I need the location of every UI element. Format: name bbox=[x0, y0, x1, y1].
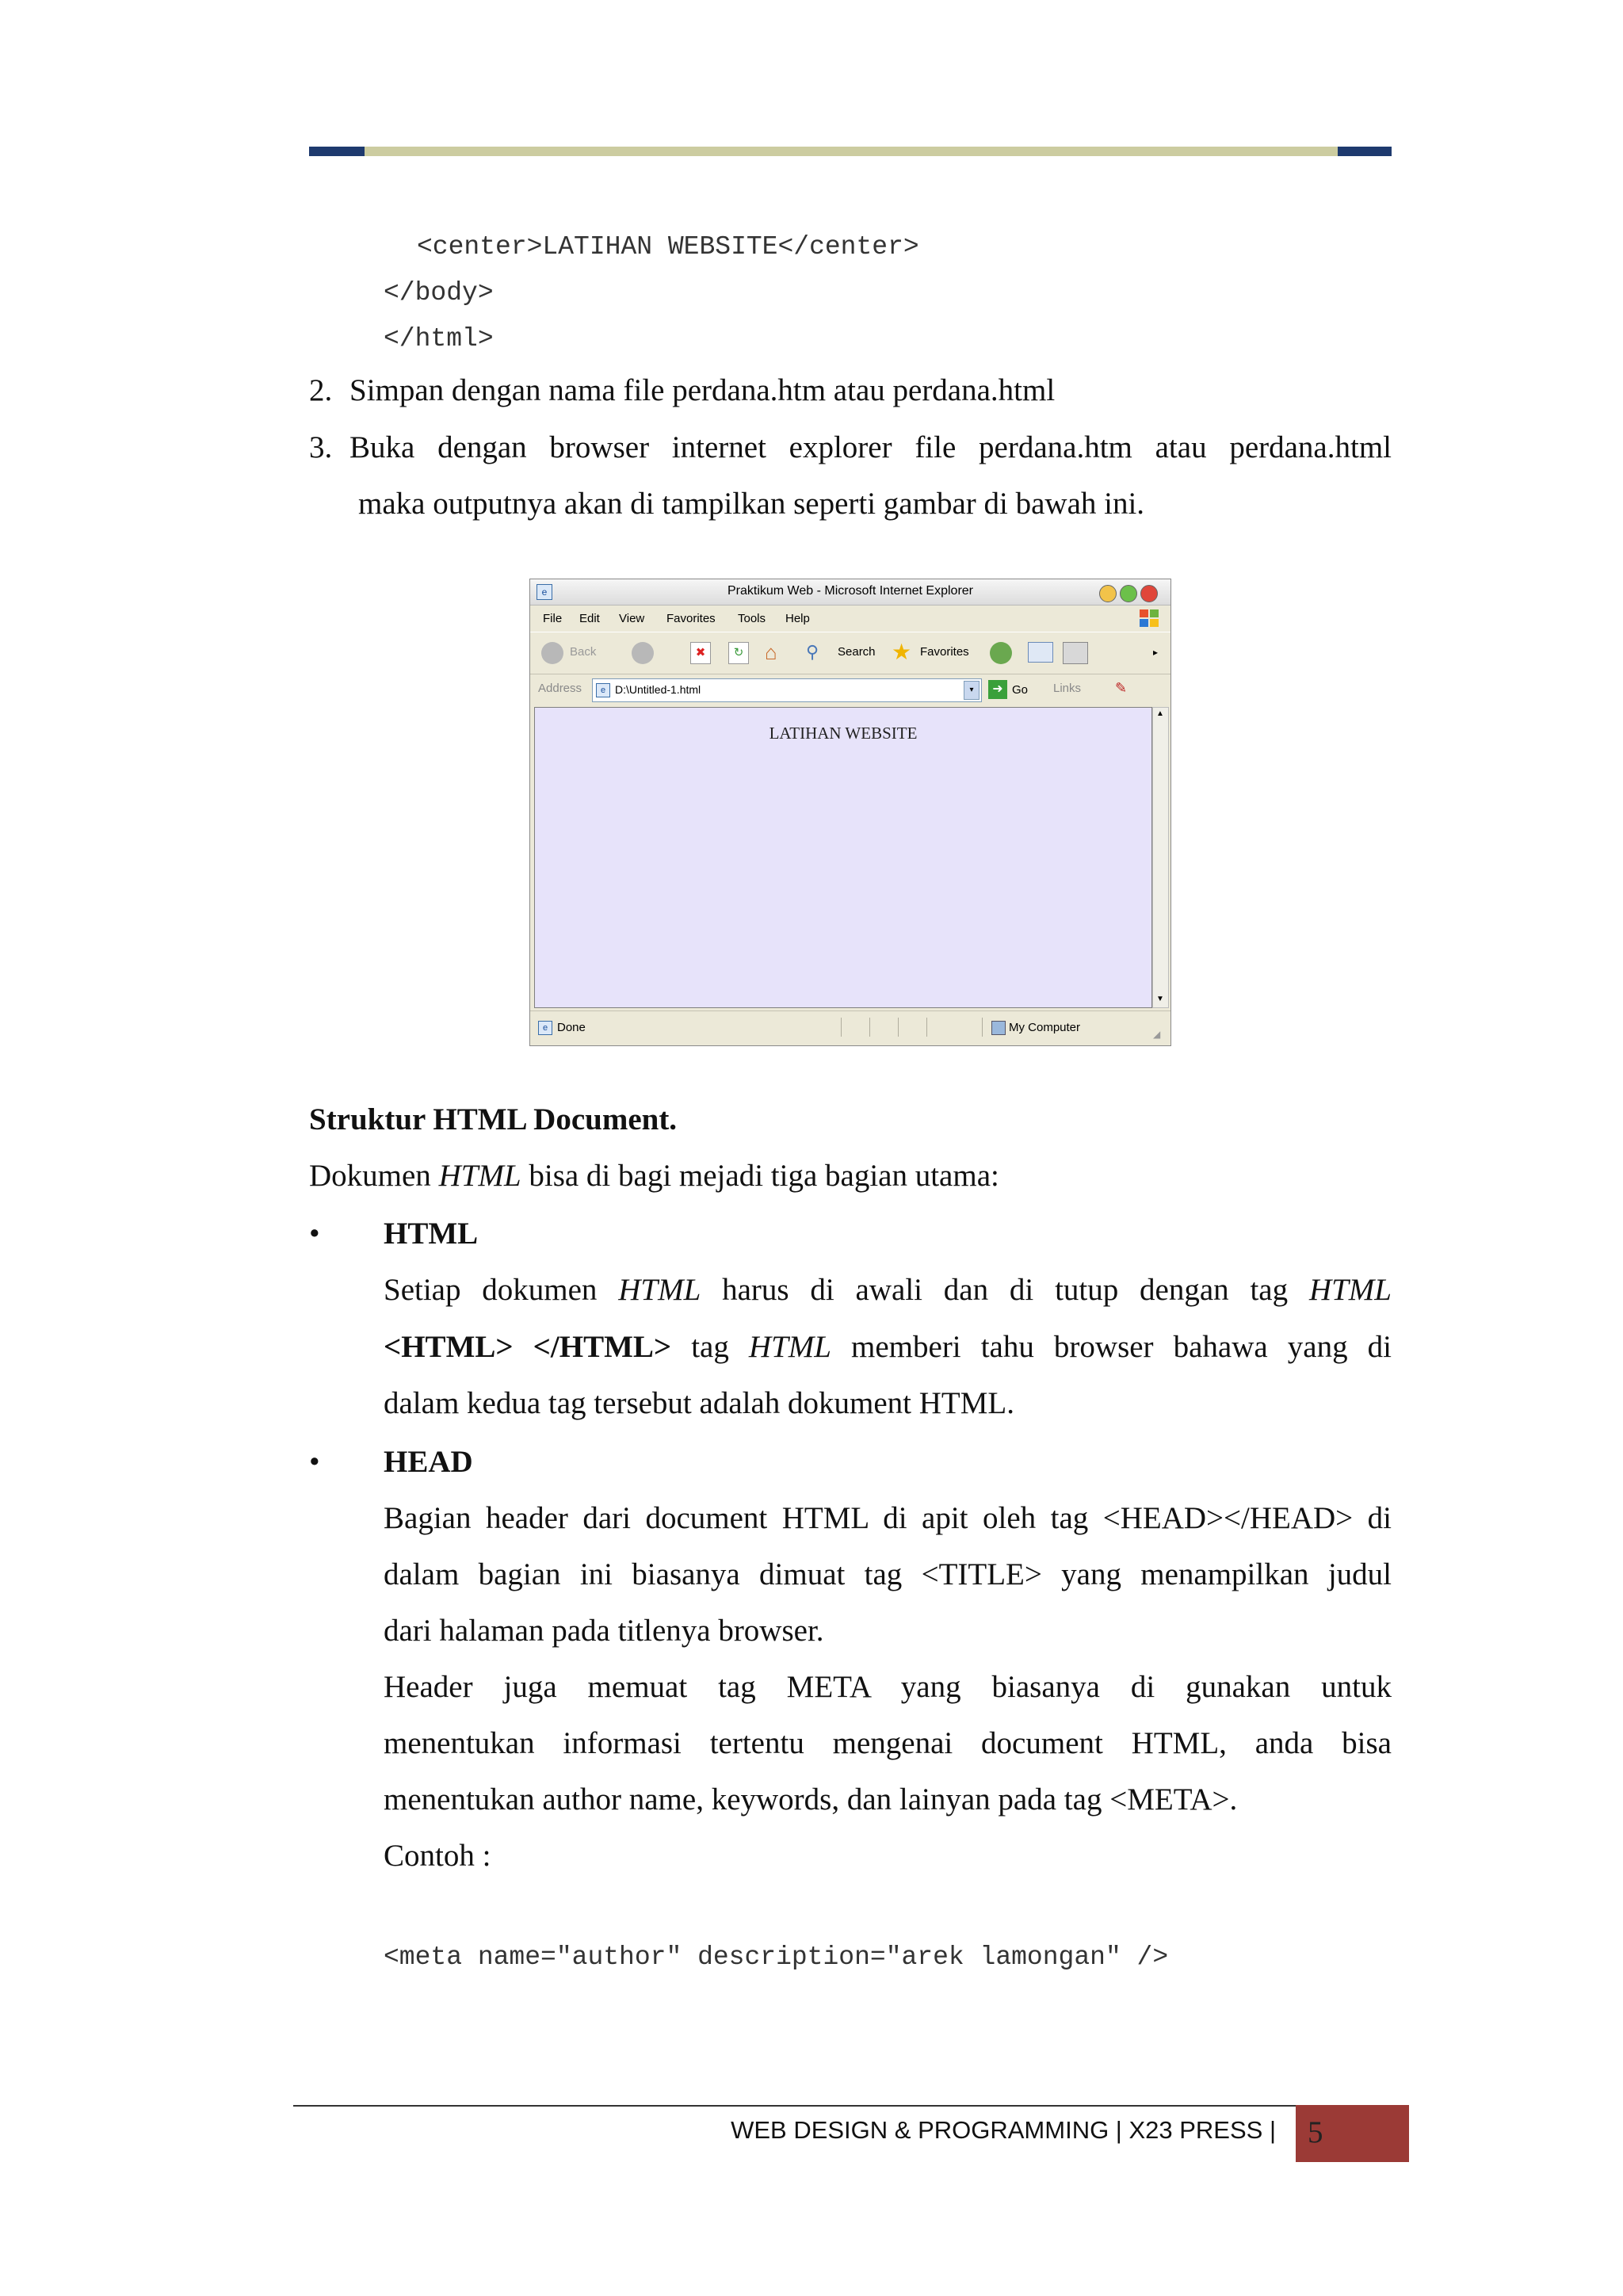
bullet-html-line-3: dalam kedua tag tersebut adalah dokument HTML. bbox=[384, 1386, 1014, 1420]
bullet-head-line: menentukan informasi tertentu mengenai document HTML, anda bisa bbox=[384, 1726, 1392, 1760]
bullet-title: HTML bbox=[384, 1217, 479, 1251]
bullet-head-line: menentukan author name, keywords, dan lainyan pada tag <META>. bbox=[384, 1782, 1238, 1817]
example-label: Contoh : bbox=[384, 1839, 491, 1873]
section-intro bbox=[309, 1156, 999, 1196]
search-button-label[interactable]: Search bbox=[838, 645, 876, 659]
step-text-continuation: maka outputnya akan di tampilkan seperti gambar di bawah ini. bbox=[358, 487, 1145, 521]
bullet-head-line: dari halaman pada titlenya browser. bbox=[384, 1614, 824, 1648]
browser-toolbar bbox=[530, 632, 1170, 674]
browser-address-bar bbox=[530, 674, 1170, 705]
address-input[interactable] bbox=[592, 678, 982, 702]
browser-title: Praktikum Web - Microsoft Internet Explorer bbox=[727, 584, 974, 598]
text-bold: <HTML> </HTML> bbox=[384, 1330, 672, 1364]
bullet-icon: • bbox=[309, 1217, 320, 1251]
go-arrow-icon[interactable]: ➜ bbox=[988, 680, 1007, 699]
browser-viewport bbox=[534, 707, 1152, 1008]
menu-tools[interactable]: Tools bbox=[738, 612, 766, 625]
acrobat-icon[interactable]: ✎ bbox=[1115, 680, 1128, 696]
close-icon[interactable] bbox=[1140, 585, 1158, 602]
browser-screenshot bbox=[529, 579, 1171, 1046]
text-span: Setiap dokumen bbox=[384, 1273, 619, 1307]
bullet-html-line-2 bbox=[384, 1328, 1392, 1367]
code-line-center: <center>LATIHAN WEBSITE</center> bbox=[417, 232, 919, 262]
refresh-icon[interactable]: ↻ bbox=[728, 642, 749, 664]
toolbar-overflow-icon[interactable]: ▸ bbox=[1153, 647, 1159, 658]
status-divider bbox=[841, 1018, 842, 1037]
scroll-up-icon[interactable]: ▲ bbox=[1156, 709, 1164, 718]
step-text: Buka dengan browser internet explorer file perdana.htm atau perdana.html bbox=[349, 430, 1392, 464]
text-span: memberi tahu browser bahawa yang di bbox=[831, 1330, 1392, 1364]
links-label[interactable]: Links bbox=[1053, 682, 1082, 695]
code-line-html-close: </html> bbox=[384, 324, 494, 353]
page-number: 5 bbox=[1308, 2115, 1323, 2149]
intro-text: Dokumen bbox=[309, 1159, 439, 1193]
computer-icon bbox=[991, 1021, 1006, 1035]
address-label: Address bbox=[538, 682, 582, 695]
bullet-icon: • bbox=[309, 1445, 320, 1479]
step-number: 3. bbox=[309, 430, 333, 464]
print-icon[interactable] bbox=[1063, 642, 1088, 664]
status-page-icon: e bbox=[538, 1021, 552, 1035]
status-divider bbox=[926, 1018, 927, 1037]
header-bar-right bbox=[1338, 147, 1392, 156]
code-line-body-close: </body> bbox=[384, 278, 494, 308]
text-span: tag bbox=[671, 1330, 749, 1364]
browser-title-bar bbox=[530, 579, 1170, 606]
vertical-scrollbar[interactable] bbox=[1152, 707, 1169, 1008]
menu-edit[interactable]: Edit bbox=[579, 612, 600, 625]
address-dropdown-icon[interactable]: ▾ bbox=[964, 681, 980, 700]
address-value: D:\Untitled-1.html bbox=[615, 683, 701, 696]
step-text: Simpan dengan nama file perdana.htm atau perdana.html bbox=[349, 373, 1056, 407]
minimize-icon[interactable] bbox=[1099, 585, 1117, 602]
menu-file[interactable]: File bbox=[543, 612, 563, 625]
stop-icon[interactable]: ✖ bbox=[690, 642, 711, 664]
resize-grip-icon[interactable]: ◢ bbox=[1153, 1029, 1161, 1040]
bullet-title: HEAD bbox=[384, 1445, 473, 1479]
zone-text: My Computer bbox=[1009, 1021, 1081, 1034]
menu-favorites[interactable]: Favorites bbox=[666, 612, 716, 625]
status-divider bbox=[869, 1018, 870, 1037]
page-content-text: LATIHAN WEBSITE bbox=[769, 724, 918, 743]
text-emphasis: HTML bbox=[1308, 1273, 1392, 1307]
header-bar-left bbox=[309, 147, 365, 156]
mail-icon[interactable] bbox=[1028, 642, 1053, 663]
text-emphasis: HTML bbox=[618, 1273, 701, 1307]
back-icon[interactable] bbox=[541, 642, 563, 664]
favorites-star-icon[interactable]: ★ bbox=[892, 640, 912, 664]
section-heading: Struktur HTML Document. bbox=[309, 1102, 678, 1137]
go-button-label[interactable]: Go bbox=[1012, 683, 1029, 697]
meta-code-example: <meta name="author" description="arek lamongan" /> bbox=[384, 1943, 1169, 1972]
forward-icon[interactable] bbox=[632, 642, 654, 664]
bullet-head-line: dalam bagian ini biasanya dimuat tag <TITLE> yang menampilkan judul bbox=[384, 1557, 1392, 1591]
text-span: harus di awali dan di tutup dengan tag bbox=[701, 1273, 1309, 1307]
windows-logo-icon bbox=[1139, 609, 1159, 628]
scroll-down-icon[interactable]: ▼ bbox=[1156, 995, 1164, 1003]
history-icon[interactable] bbox=[990, 642, 1012, 664]
home-icon[interactable]: ⌂ bbox=[765, 640, 777, 664]
browser-status-bar bbox=[530, 1010, 1170, 1045]
intro-text: bisa di bagi mejadi tiga bagian utama: bbox=[521, 1159, 999, 1193]
bullet-head-line: Header juga memuat tag META yang biasanya di gunakan untuk bbox=[384, 1670, 1392, 1704]
status-text: Done bbox=[557, 1021, 586, 1034]
bullet-head-line: Bagian header dari document HTML di apit oleh tag <HEAD></HEAD> di bbox=[384, 1501, 1392, 1535]
footer-rule bbox=[293, 2105, 1409, 2107]
header-bar-middle bbox=[365, 147, 1338, 156]
browser-menu-bar bbox=[530, 606, 1170, 631]
back-button-label[interactable]: Back bbox=[570, 645, 597, 659]
maximize-icon[interactable] bbox=[1120, 585, 1137, 602]
footer-text: WEB DESIGN & PROGRAMMING | X23 PRESS | bbox=[731, 2116, 1276, 2144]
page-icon: e bbox=[596, 683, 610, 697]
intro-emphasis: HTML bbox=[438, 1159, 521, 1193]
status-divider bbox=[898, 1018, 899, 1037]
text-emphasis: HTML bbox=[748, 1330, 831, 1364]
menu-help[interactable]: Help bbox=[785, 612, 810, 625]
status-divider bbox=[982, 1018, 983, 1037]
menu-view[interactable]: View bbox=[619, 612, 645, 625]
step-number: 2. bbox=[309, 373, 333, 407]
search-icon[interactable]: ⚲ bbox=[806, 642, 819, 662]
ie-icon: e bbox=[537, 584, 552, 600]
bullet-html-line-1 bbox=[384, 1270, 1392, 1310]
favorites-button-label[interactable]: Favorites bbox=[920, 645, 969, 659]
